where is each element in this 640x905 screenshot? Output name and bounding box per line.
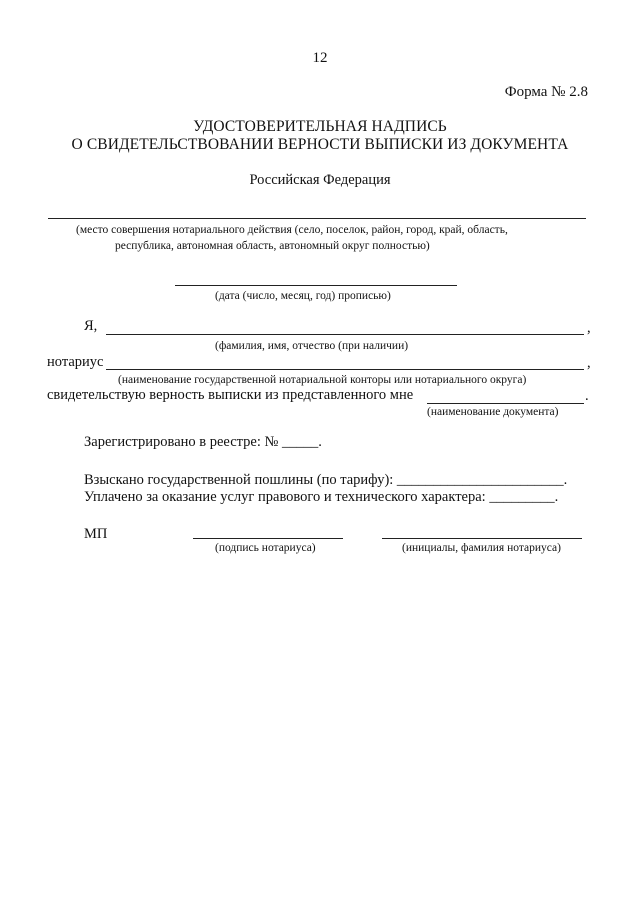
signature-hint: (подпись нотариуса): [215, 542, 316, 554]
place-hint-line-2: республика, автономная область, автономный округ полностью): [115, 240, 430, 252]
legal-services-fee: Уплачено за оказание услуг правового и технического характера: _________.: [84, 489, 559, 505]
comma-mark-2: ,: [587, 355, 591, 371]
date-line[interactable]: [175, 285, 457, 286]
i-label: Я,: [84, 318, 98, 334]
comma-mark: ,: [587, 320, 591, 336]
document-title-line-1: УДОСТОВЕРИТЕЛЬНАЯ НАДПИСЬ: [193, 118, 447, 135]
certify-text: свидетельствую верность выписки из представленного мне: [47, 387, 414, 403]
document-title-line-2: О СВИДЕТЕЛЬСТВОВАНИИ ВЕРНОСТИ ВЫПИСКИ ИЗ ДОКУМЕНТА: [71, 136, 569, 153]
page-number: 12: [312, 50, 328, 66]
full-name-line[interactable]: [106, 334, 584, 335]
date-hint: (дата (число, месяц, год) прописью): [215, 290, 391, 302]
notary-label: нотариус: [47, 354, 104, 370]
state-fee: Взыскано государственной пошлины (по тарифу): _______________________.: [84, 472, 568, 488]
form-number: Форма № 2.8: [504, 84, 588, 100]
signature-line[interactable]: [193, 538, 343, 539]
document-name-hint: (наименование документа): [427, 406, 559, 418]
initials-hint: (инициалы, фамилия нотариуса): [402, 542, 561, 554]
notary-office-hint: (наименование государственной нотариальной конторы или нотариального округа): [118, 374, 527, 386]
period-mark: .: [585, 388, 589, 404]
place-hint-line-1: (место совершения нотариального действия (село, поселок, район, город, край, область,: [76, 224, 508, 236]
registry-number: Зарегистрировано в реестре: № _____.: [84, 434, 322, 450]
country-name: Российская Федерация: [249, 172, 391, 188]
initials-line[interactable]: [382, 538, 582, 539]
notary-office-line[interactable]: [106, 369, 584, 370]
seal-label: МП: [84, 526, 108, 542]
document-name-line[interactable]: [427, 403, 584, 404]
full-name-hint: (фамилия, имя, отчество (при наличии): [215, 340, 409, 352]
place-line[interactable]: [48, 218, 586, 219]
